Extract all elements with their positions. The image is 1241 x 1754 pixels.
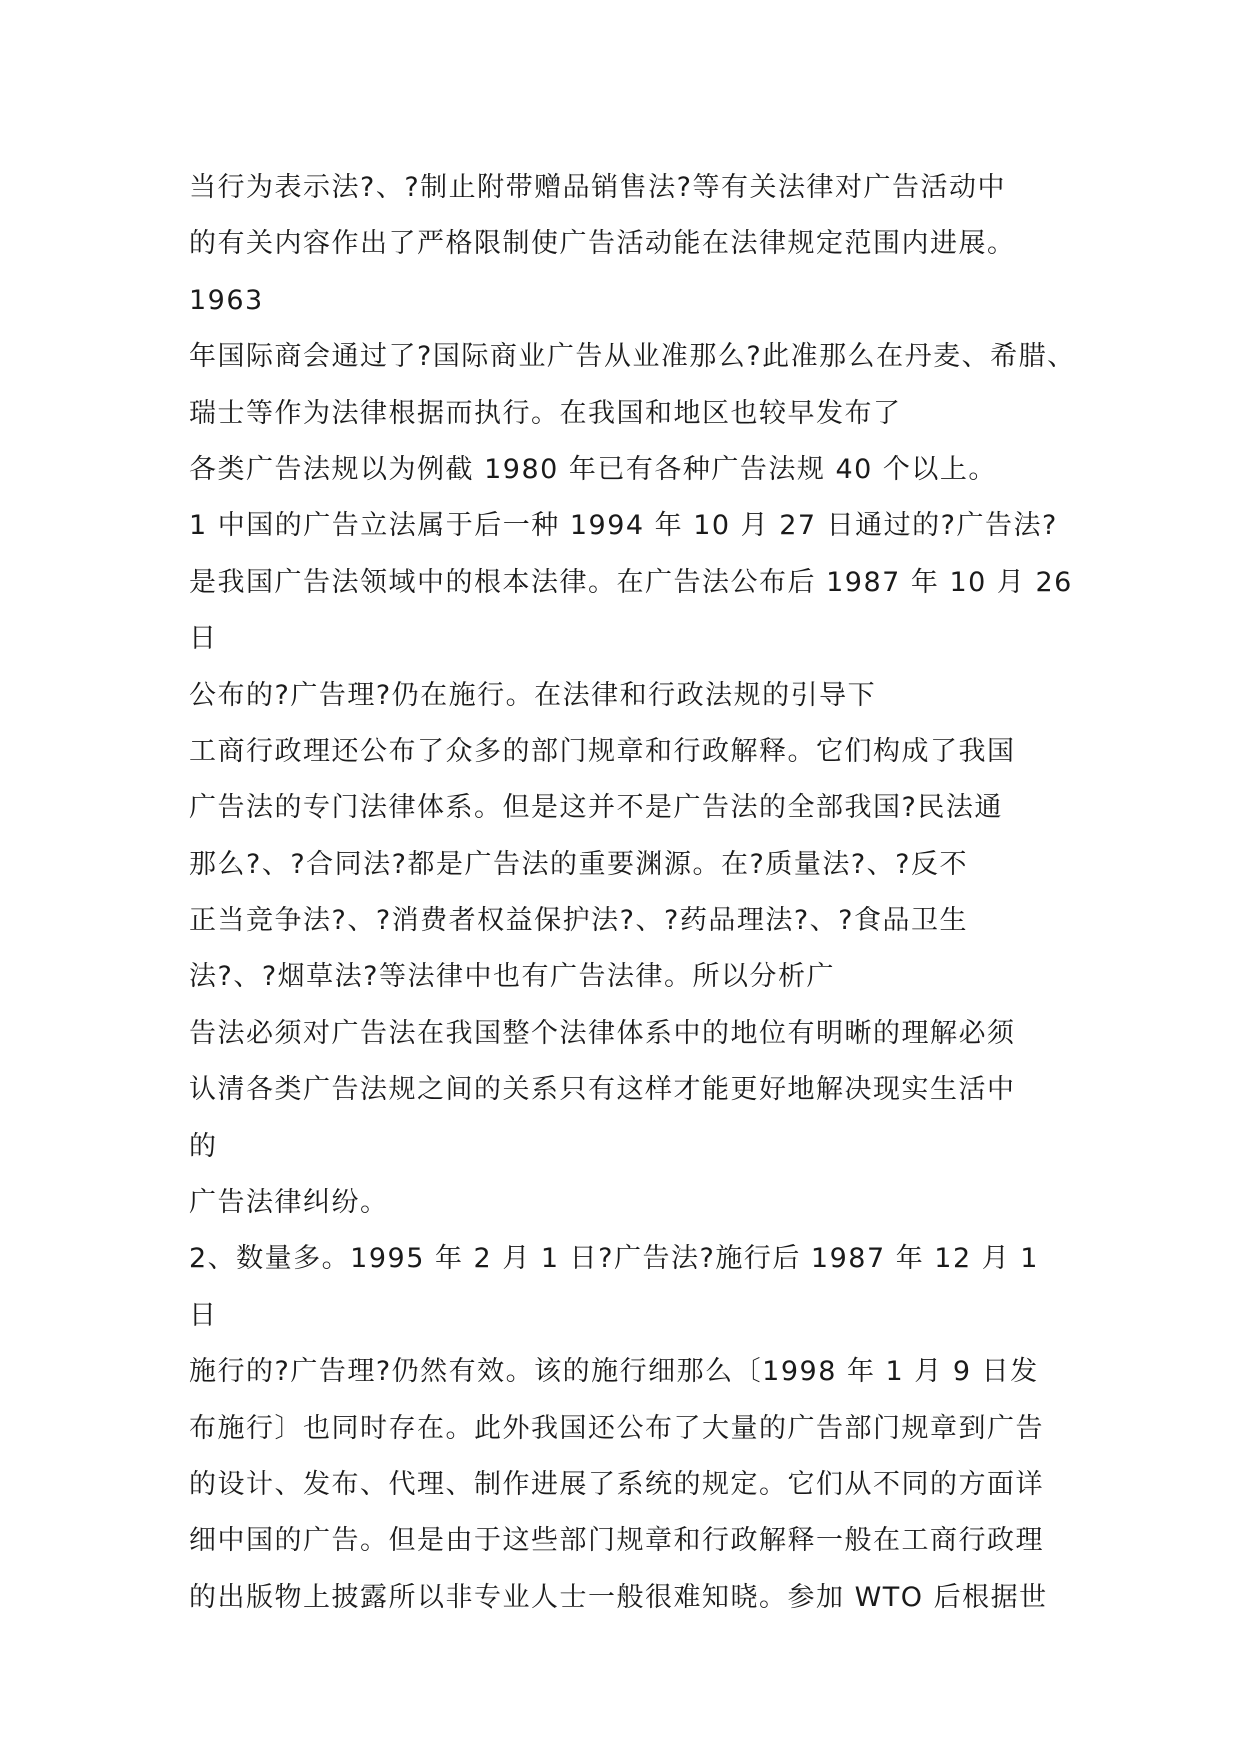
text-line: 1963 bbox=[189, 284, 264, 316]
text-line: 日 bbox=[189, 623, 218, 655]
text-line: 法?、?烟草法?等法律中也有广告法律。所以分析广 bbox=[189, 961, 835, 993]
text-line: 公布的?广告理?仍在施行。在法律和行政法规的引导下 bbox=[189, 679, 877, 711]
text-line: 当行为表示法?、?制止附带赠品销售法?等有关法律对广告活动中 bbox=[189, 172, 1006, 203]
text-line: 的 bbox=[189, 1130, 218, 1162]
text-line: 的有关内容作出了严格限制使广告活动能在法律规定范围内进展。 bbox=[189, 228, 1016, 260]
text-line: 瑞士等作为法律根据而执行。在我国和地区也较早发布了 bbox=[189, 397, 902, 429]
text-line: 广告法的专门法律体系。但是这并不是广告法的全部我国?民法通 bbox=[189, 792, 1003, 824]
text-line: 日 bbox=[189, 1299, 218, 1331]
document-body bbox=[189, 160, 1089, 1626]
text-line: 年国际商会通过了?国际商业广告从业准那么?此准那么在丹麦、希腊、 bbox=[189, 341, 1076, 373]
text-line: 2、数量多。1995 年 2 月 1 日?广告法?施行后 1987 年 12 月 1 bbox=[189, 1243, 1039, 1275]
text-line: 是我国广告法领域中的根本法律。在广告法公布后 1987 年 10 月 26 bbox=[189, 566, 1073, 598]
text-line: 1 中国的广告立法属于后一种 1994 年 10 月 27 日通过的?广告法? bbox=[189, 510, 1058, 542]
text-line: 的设计、发布、代理、制作进展了系统的规定。它们从不同的方面详 bbox=[189, 1468, 1044, 1500]
text-line: 布施行〕也同时存在。此外我国还公布了大量的广告部门规章到广告 bbox=[189, 1412, 1044, 1444]
text-line: 告法必须对广告法在我国整个法律体系中的地位有明晰的理解必须 bbox=[189, 1017, 1016, 1049]
text-line: 工商行政理还公布了众多的部门规章和行政解释。它们构成了我国 bbox=[189, 735, 1016, 767]
text-line: 那么?、?合同法?都是广告法的重要渊源。在?质量法?、?反不 bbox=[189, 848, 968, 880]
text-line: 各类广告法规以为例截 1980 年已有各种广告法规 40 个以上。 bbox=[189, 453, 997, 485]
text-line: 施行的?广告理?仍然有效。该的施行细那么〔1998 年 1 月 9 日发 bbox=[189, 1356, 1039, 1388]
text-line: 的出版物上披露所以非专业人士一般很难知晓。参加 WTO 后根据世 bbox=[189, 1581, 1048, 1613]
text-line: 细中国的广告。但是由于这些部门规章和行政解释一般在工商行政理 bbox=[189, 1525, 1044, 1557]
text-line: 认清各类广告法规之间的关系只有这样才能更好地解决现实生活中 bbox=[189, 1074, 1016, 1106]
text-line: 广告法律纠纷。 bbox=[189, 1187, 389, 1219]
text-line: 正当竞争法?、?消费者权益保护法?、?药品理法?、?食品卫生 bbox=[189, 905, 968, 937]
